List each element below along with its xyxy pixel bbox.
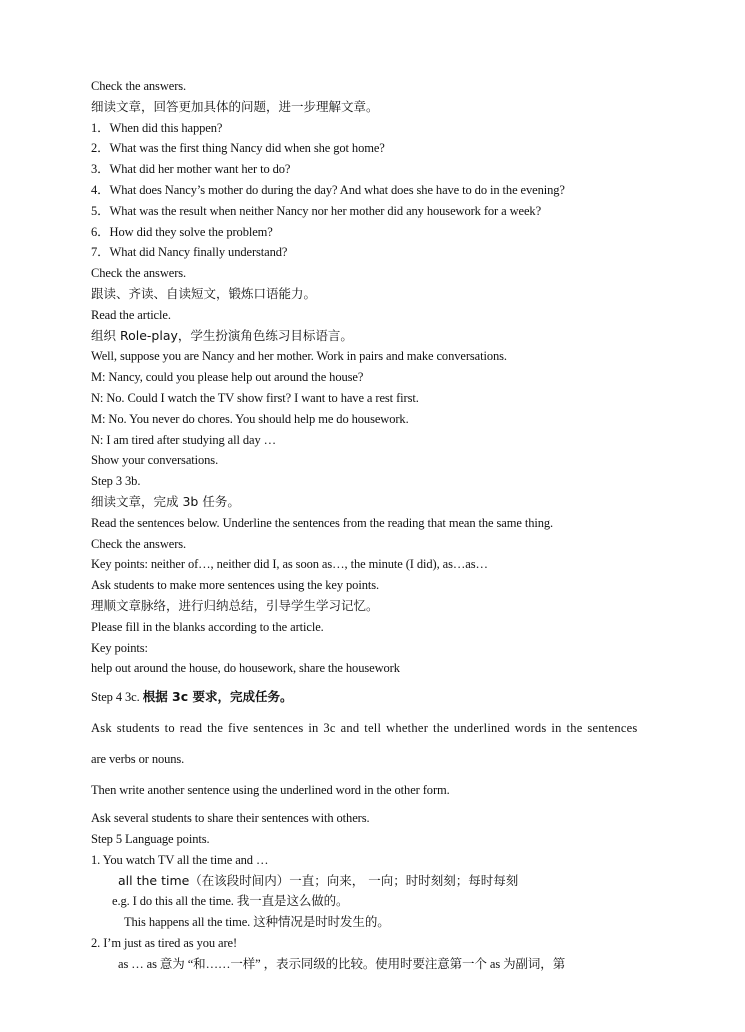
key-points-line: Key points: neither of…, neither did I, as soon as…, the minute (I did), as…as… — [91, 557, 488, 572]
question-item: 3．What did her mother want her to do? — [91, 162, 291, 177]
text-line: Read the article. — [91, 307, 171, 322]
text-line: Well, suppose you are Nancy and her mother. Work in pairs and make conversations. — [91, 349, 507, 364]
dialogue-line: M: Nancy, could you please help out around the house? — [91, 370, 364, 385]
language-point: 2. I’m just as tired as you are! — [91, 936, 238, 951]
dialogue-line: N: No. Could I watch the TV show first? I want to have a rest first. — [91, 390, 419, 405]
step-task: 根据 3c 要求，完成任务。 — [142, 689, 293, 705]
text-line: Ask students to make more sentences using the key points. — [91, 578, 380, 593]
text-line: 跟读、齐读、自读短文，锻炼口语能力。 — [91, 285, 317, 301]
question-item: 7．What did Nancy finally understand? — [91, 245, 288, 260]
text-line: are verbs or nouns. — [91, 751, 185, 766]
question-item: 2．What was the first thing Nancy did when she got home? — [91, 141, 385, 156]
question-item: 1．When did this happen? — [91, 120, 223, 135]
text-line: Ask students to read the five sentences in 3c and tell whether the underlined words in the sentences — [91, 720, 638, 735]
text-line: 细读文章，完成 3b 任务。 — [91, 493, 240, 509]
language-point: 1. You watch TV all the time and … — [91, 852, 269, 867]
text-line: Read the sentences below. Underline the sentences from the reading that mean the same thing. — [91, 515, 554, 530]
text-line: 组织 Role-play，学生扮演角色练习目标语言。 — [91, 327, 353, 343]
dialogue-line: N: I am tired after studying all day … — [91, 432, 277, 447]
question-item: 5．What was the result when neither Nancy nor her mother did any housework for a week? — [91, 203, 542, 218]
text-line: Ask several students to share their sentences with others. — [91, 811, 370, 826]
step-heading: Step 5 Language points. — [91, 832, 210, 847]
text-line: Please fill in the blanks according to the article. — [91, 619, 324, 634]
example-sentence: e.g. I do this all the time. 我一直是这么做的。 — [112, 894, 349, 909]
text-line: Check the answers. — [91, 266, 187, 281]
question-item: 6．How did they solve the problem? — [91, 224, 273, 239]
text-line: 理顺文章脉络，进行归纳总结，引导学生学习记忆。 — [91, 597, 379, 613]
text-line: Check the answers. — [91, 79, 187, 93]
dialogue-line: M: No. You never do chores. You should help me do housework. — [91, 411, 409, 426]
document-page — [91, 76, 691, 975]
question-item: 4．What does Nancy’s mother do during the day? And what does she have to do in the evening? — [91, 182, 565, 197]
language-point-explanation: as … as 意为 “和……一样” ，表示同级的比较。使用时要注意第一个 as 为副词，第 — [118, 956, 566, 971]
language-point-explanation: all the time（在该段时间内）一直；向来， 一向；时时刻刻；每时每刻 — [118, 872, 519, 888]
key-points-line: help out around the house, do housework, share the housework — [91, 661, 400, 676]
example-sentence: This happens all the time. 这种情况是时时发生的。 — [124, 915, 390, 930]
text-line: Then write another sentence using the underlined word in the other form. — [91, 782, 450, 797]
text-line: 细读文章，回答更加具体的问题，进一步理解文章。 — [91, 98, 379, 114]
step-heading-line — [91, 687, 691, 708]
step-label: Step 4 3c. — [91, 690, 140, 705]
text-line: Key points: — [91, 640, 148, 655]
text-line: Check the answers. — [91, 536, 187, 551]
text-line: Show your conversations. — [91, 453, 219, 468]
step-heading: Step 3 3b. — [91, 474, 141, 489]
